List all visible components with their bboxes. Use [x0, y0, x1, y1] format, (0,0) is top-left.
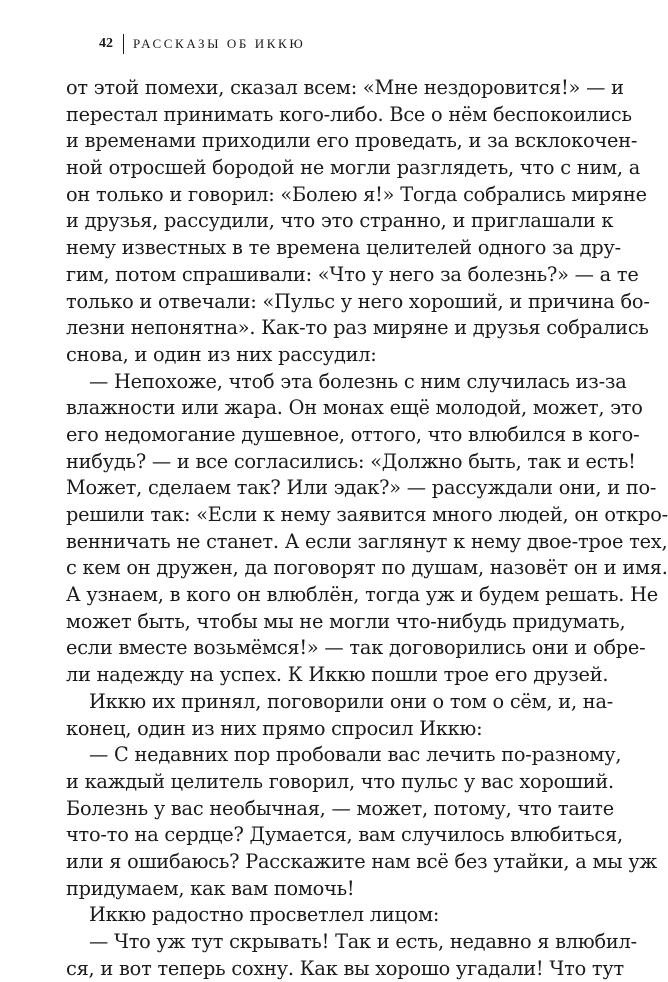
text-line: может быть, чтобы мы не могли что-нибудь придумать,	[66, 609, 626, 633]
text-line: с кем он дружен, да поговорят по душам, назовёт он и имя.	[66, 556, 668, 580]
text-line: он только и говорил: «Болею я!» Тогда собрались миряне	[66, 182, 647, 206]
text-line: его недомогание душевное, оттого, что влюбился в кого-	[66, 422, 640, 446]
text-line: ся, и вот теперь сохну. Как вы хорошо угадали! Что тут	[66, 956, 624, 980]
text-line: и друзья, рассудили, что это странно, и приглашали к	[66, 209, 614, 233]
text-line: — С недавних пор пробовали вас лечить по-разному,	[89, 743, 622, 767]
text-line: если вместе возьмёмся!» — так договорились они и обре-	[66, 636, 646, 660]
text-line: — Непохоже, чтоб эта болезнь с ним случилась из-за	[89, 369, 627, 393]
body-text	[66, 75, 668, 982]
text-line: Иккю их принял, поговорили они о том о сём, и, на-	[89, 689, 614, 713]
text-line: Иккю радостно просветлел лицом:	[89, 903, 440, 927]
text-line: снова, и один из них рассудил:	[66, 342, 377, 366]
text-line: решили так: «Если к нему заявится много людей, он откро-	[66, 503, 668, 526]
text-line: перестал принимать кого-либо. Все о нём беспокоились	[66, 102, 632, 126]
text-line: Может, сделаем так? Или эдак?» — рассуждали они, и по-	[66, 476, 657, 500]
page-number: 42	[99, 36, 113, 51]
text-line: и каждый целитель говорил, что пульс у вас хороший.	[66, 769, 614, 793]
text-line: А узнаем, в кого он влюблён, тогда уж и будем решать. Не	[66, 583, 658, 607]
text-line: нему известных в те времена целителей одного за дру-	[66, 236, 621, 260]
text-line: и временами приходили его проведать, и за всклокочен-	[66, 129, 638, 153]
text-line: — Что уж тут скрывать! Так и есть, недавно я влюбил-	[89, 930, 637, 953]
running-title: РАССКАЗЫ ОБ ИККЮ	[133, 36, 306, 51]
text-line: влажности или жара. Он монах ещё молодой, может, это	[66, 396, 643, 420]
text-line: или я ошибаюсь? Расскажите нам всё без утайки, а мы уж	[66, 849, 658, 873]
header-divider	[123, 34, 124, 54]
running-header	[99, 33, 305, 55]
text-line: ли надежду на успех. К Иккю пошли трое его друзей.	[66, 663, 609, 687]
text-line: ной отросшей бородой не могли разглядеть, что с ним, а	[66, 156, 641, 180]
text-line: только и отвечали: «Пульс у него хороший, и причина бо-	[66, 289, 650, 313]
text-line: лезни непонятна». Как-то раз миряне и друзья собрались	[66, 316, 649, 340]
text-line: венничать не станет. А если заглянут к нему двое-трое тех,	[66, 529, 668, 553]
text-line: гим, потом спрашивали: «Что у него за болезнь?» — а те	[66, 262, 639, 286]
text-line: нибудь? — и все согласились: «Должно быть, так и есть!	[66, 449, 636, 473]
text-line: от этой помехи, сказал всем: «Мне нездоровится!» — и	[66, 76, 624, 99]
text-line: придумаем, как вам помочь!	[66, 876, 355, 900]
text-line: что-то на сердце? Думается, вам случилось влюбиться,	[66, 823, 623, 847]
text-line: конец, один из них прямо спросил Иккю:	[66, 716, 483, 740]
text-line: Болезнь у вас необычная, — может, потому, что таите	[66, 796, 614, 820]
